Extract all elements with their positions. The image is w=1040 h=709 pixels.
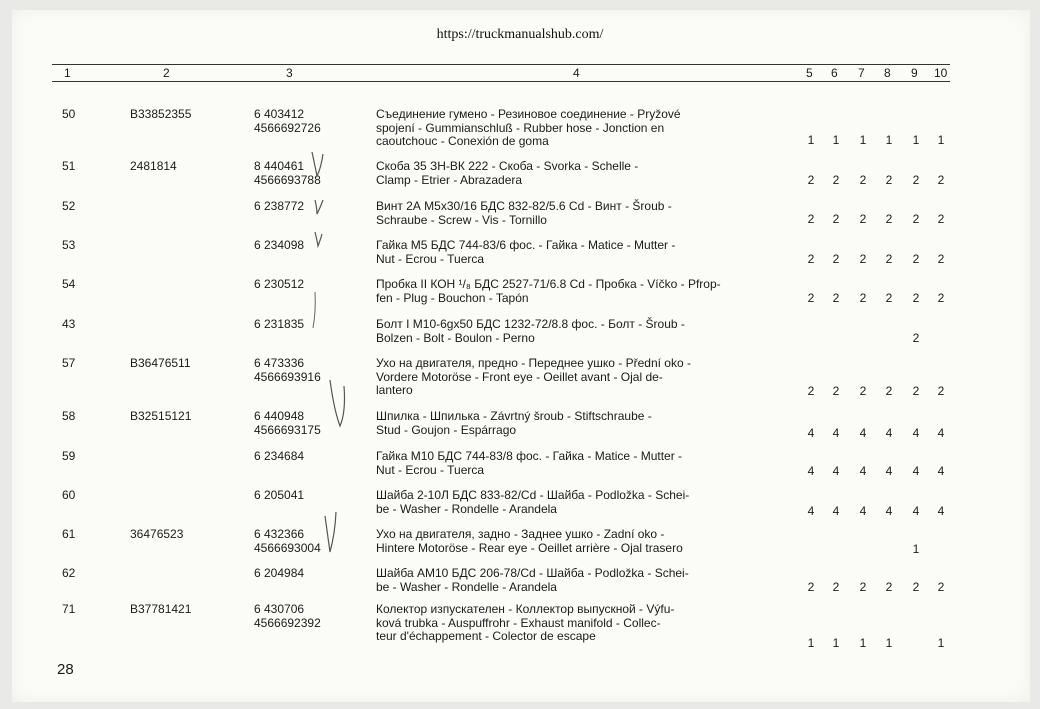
row-alt-part-number: 4566692726: [254, 121, 321, 135]
row-description: Шайба АМ10 БДС 206-78/Cd - Шайба - Podložka - Schei- be - Washer - Rondelle - Arandela: [376, 566, 689, 594]
row-part-number: 6 440948: [254, 409, 305, 423]
row-quantity-7: 2: [859, 252, 867, 266]
row-alt-part-number: 4566693788: [254, 173, 321, 187]
row-quantity-6: 1: [832, 636, 840, 650]
row-quantity-5: 4: [807, 464, 815, 478]
watermark-url: https://truckmanualshub.com/: [436, 27, 604, 42]
row-quantity-7: 2: [859, 173, 867, 187]
row-quantity-7: 4: [859, 426, 867, 440]
header-col-3: 3: [286, 66, 293, 80]
row-quantity-5: 4: [807, 504, 815, 518]
row-quantity-10: 2: [937, 580, 945, 594]
row-quantity-8: 2: [885, 212, 893, 226]
row-description: Съединение гумено - Резиновое соединение - Pryžové spojení - Gummianschluß - Rubber hose - Jonction en caoutchouc - Conexión de goma: [376, 107, 681, 148]
row-part-number: 6 231835: [254, 317, 305, 331]
row-quantity-7: 2: [859, 212, 867, 226]
header-col-4: 4: [573, 66, 580, 80]
row-quantity-9: 2: [912, 252, 920, 266]
header-qty-9: 9: [911, 66, 918, 80]
row-part-number: 6 403412: [254, 107, 305, 121]
row-alt-part-number: 4566692392: [254, 616, 321, 630]
row-part-number: 6 234098: [254, 238, 305, 252]
row-quantity-6: 1: [832, 133, 840, 147]
row-quantity-7: 2: [859, 291, 867, 305]
row-part-number: 8 440461: [254, 159, 305, 173]
row-alt-part-number: 4566693175: [254, 423, 321, 437]
row-position-number: 62: [62, 566, 76, 580]
row-quantity-10: 2: [937, 384, 945, 398]
row-part-number: 6 430706: [254, 602, 305, 616]
row-description: Колектор изпускателен - Коллектор выпускной - Výfu- ková trubka - Auspuffrohr - Exhaust manifold - Collec- teur d'échappement - Colector de escape: [376, 602, 675, 643]
row-quantity-8: 2: [885, 173, 893, 187]
row-quantity-10: 4: [937, 504, 945, 518]
row-quantity-6: 4: [832, 504, 840, 518]
row-quantity-6: 4: [832, 464, 840, 478]
row-quantity-10: 1: [937, 636, 945, 650]
row-position-number: 52: [62, 199, 76, 213]
row-description: Ухо на двигателя, задно - Заднее ушко - Zadní oko - Hintere Motoröse - Rear eye - Oeillet arrière - Ojal trasero: [376, 527, 683, 555]
header-qty-6: 6: [831, 66, 838, 80]
row-position-number: 61: [62, 527, 76, 541]
row-quantity-5: 2: [807, 173, 815, 187]
row-description: Гайка М5 БДС 744-83/6 фос. - Гайка - Matice - Mutter - Nut - Ecrou - Tuerca: [376, 238, 676, 266]
row-quantity-7: 1: [859, 133, 867, 147]
row-alt-part-number: 4566693916: [254, 370, 321, 384]
row-position-number: 71: [62, 602, 76, 616]
row-position-number: 54: [62, 277, 76, 291]
row-description: Пробка II КОН ¹/₈ БДС 2527-71/6.8 Cd - Пробка - Víčko - Pfrop- fen - Plug - Bouchon - Tapón: [376, 277, 721, 305]
row-quantity-6: 2: [832, 291, 840, 305]
row-catalog-number: B32515121: [130, 409, 192, 423]
row-catalog-number: 2481814: [130, 159, 177, 173]
row-description: Винт 2А М5х30/16 БДС 832-82/5.6 Cd - Винт - Šroub - Schraube - Screw - Vis - Tornillo: [376, 199, 672, 227]
row-description: Гайка М10 БДС 744-83/8 фос. - Гайка - Matice - Mutter - Nut - Ecrou - Tuerca: [376, 449, 683, 477]
row-part-number: 6 432366: [254, 527, 305, 541]
row-quantity-6: 2: [832, 580, 840, 594]
row-quantity-9: 2: [912, 173, 920, 187]
row-quantity-8: 4: [885, 504, 893, 518]
row-position-number: 60: [62, 488, 76, 502]
row-quantity-9: 2: [912, 212, 920, 226]
row-quantity-9: 2: [912, 291, 920, 305]
row-part-number: 6 238772: [254, 199, 305, 213]
row-description: Болт I М10-6gх50 БДС 1232-72/8.8 фос. - Болт - Šroub - Bolzen - Bolt - Boulon - Perno: [376, 317, 685, 345]
row-quantity-6: 2: [832, 212, 840, 226]
row-quantity-6: 4: [832, 426, 840, 440]
row-part-number: 6 473336: [254, 356, 305, 370]
row-quantity-5: 2: [807, 212, 815, 226]
row-quantity-10: 1: [937, 133, 945, 147]
row-quantity-9: 4: [912, 426, 920, 440]
row-quantity-6: 2: [832, 173, 840, 187]
row-quantity-10: 4: [937, 464, 945, 478]
row-part-number: 6 234684: [254, 449, 305, 463]
header-col-1: 1: [64, 66, 71, 80]
row-quantity-9: 2: [912, 331, 920, 345]
row-quantity-7: 4: [859, 504, 867, 518]
row-quantity-9: 2: [912, 580, 920, 594]
row-quantity-5: 1: [807, 133, 815, 147]
row-position-number: 51: [62, 159, 76, 173]
row-quantity-10: 2: [937, 212, 945, 226]
row-quantity-8: 2: [885, 580, 893, 594]
row-position-number: 59: [62, 449, 76, 463]
row-quantity-7: 2: [859, 580, 867, 594]
row-quantity-9: 1: [912, 542, 920, 556]
row-quantity-10: 2: [937, 173, 945, 187]
header-qty-8: 8: [884, 66, 891, 80]
row-quantity-9: 2: [912, 384, 920, 398]
row-part-number: 6 205041: [254, 488, 305, 502]
row-quantity-9: 4: [912, 504, 920, 518]
row-quantity-5: 1: [807, 636, 815, 650]
row-quantity-6: 2: [832, 384, 840, 398]
row-position-number: 50: [62, 107, 76, 121]
row-position-number: 58: [62, 409, 76, 423]
header-qty-5: 5: [806, 66, 813, 80]
row-quantity-7: 1: [859, 636, 867, 650]
row-quantity-5: 2: [807, 580, 815, 594]
row-part-number: 6 204984: [254, 566, 305, 580]
row-position-number: 57: [62, 356, 76, 370]
row-position-number: 53: [62, 238, 76, 252]
row-quantity-5: 2: [807, 384, 815, 398]
row-quantity-8: 2: [885, 252, 893, 266]
row-quantity-8: 4: [885, 426, 893, 440]
row-description: Шпилка - Шпилька - Závrtný šroub - Stiftschraube - Stud - Goujon - Espárrago: [376, 409, 652, 437]
row-quantity-10: 2: [937, 291, 945, 305]
row-quantity-6: 2: [832, 252, 840, 266]
row-catalog-number: B37781421: [130, 602, 192, 616]
row-description: Скоба 35 ЗН-ВК 222 - Скоба - Svorka - Schelle - Clamp - Etrier - Abrazadera: [376, 159, 639, 187]
row-quantity-9: 4: [912, 464, 920, 478]
row-part-number: 6 230512: [254, 277, 305, 291]
row-alt-part-number: 4566693004: [254, 541, 321, 555]
row-quantity-8: 1: [885, 133, 893, 147]
header-col-2: 2: [163, 66, 170, 80]
row-quantity-8: 4: [885, 464, 893, 478]
row-catalog-number: B36476511: [130, 356, 191, 370]
row-catalog-number: 36476523: [130, 527, 184, 541]
row-quantity-9: 1: [912, 133, 920, 147]
header-qty-10: 10: [934, 66, 948, 80]
row-position-number: 43: [62, 317, 76, 331]
row-quantity-10: 2: [937, 252, 945, 266]
header-qty-7: 7: [858, 66, 865, 80]
row-quantity-5: 2: [807, 252, 815, 266]
row-quantity-5: 4: [807, 426, 815, 440]
row-quantity-8: 1: [885, 636, 893, 650]
row-description: Ухо на двигателя, предно - Переднее ушко - Přední oko - Vordere Motoröse - Front eye - Oeillet avant - Ojal de- lantero: [376, 356, 691, 397]
row-catalog-number: B33852355: [130, 107, 192, 121]
row-quantity-7: 4: [859, 464, 867, 478]
row-quantity-5: 2: [807, 291, 815, 305]
row-quantity-10: 4: [937, 426, 945, 440]
row-quantity-8: 2: [885, 291, 893, 305]
row-quantity-8: 2: [885, 384, 893, 398]
page-number: 28: [57, 661, 74, 678]
row-description: Шайба 2-10Л БДС 833-82/Cd - Шайба - Podložka - Schei- be - Washer - Rondelle - Arandela: [376, 488, 690, 516]
row-quantity-7: 2: [859, 384, 867, 398]
